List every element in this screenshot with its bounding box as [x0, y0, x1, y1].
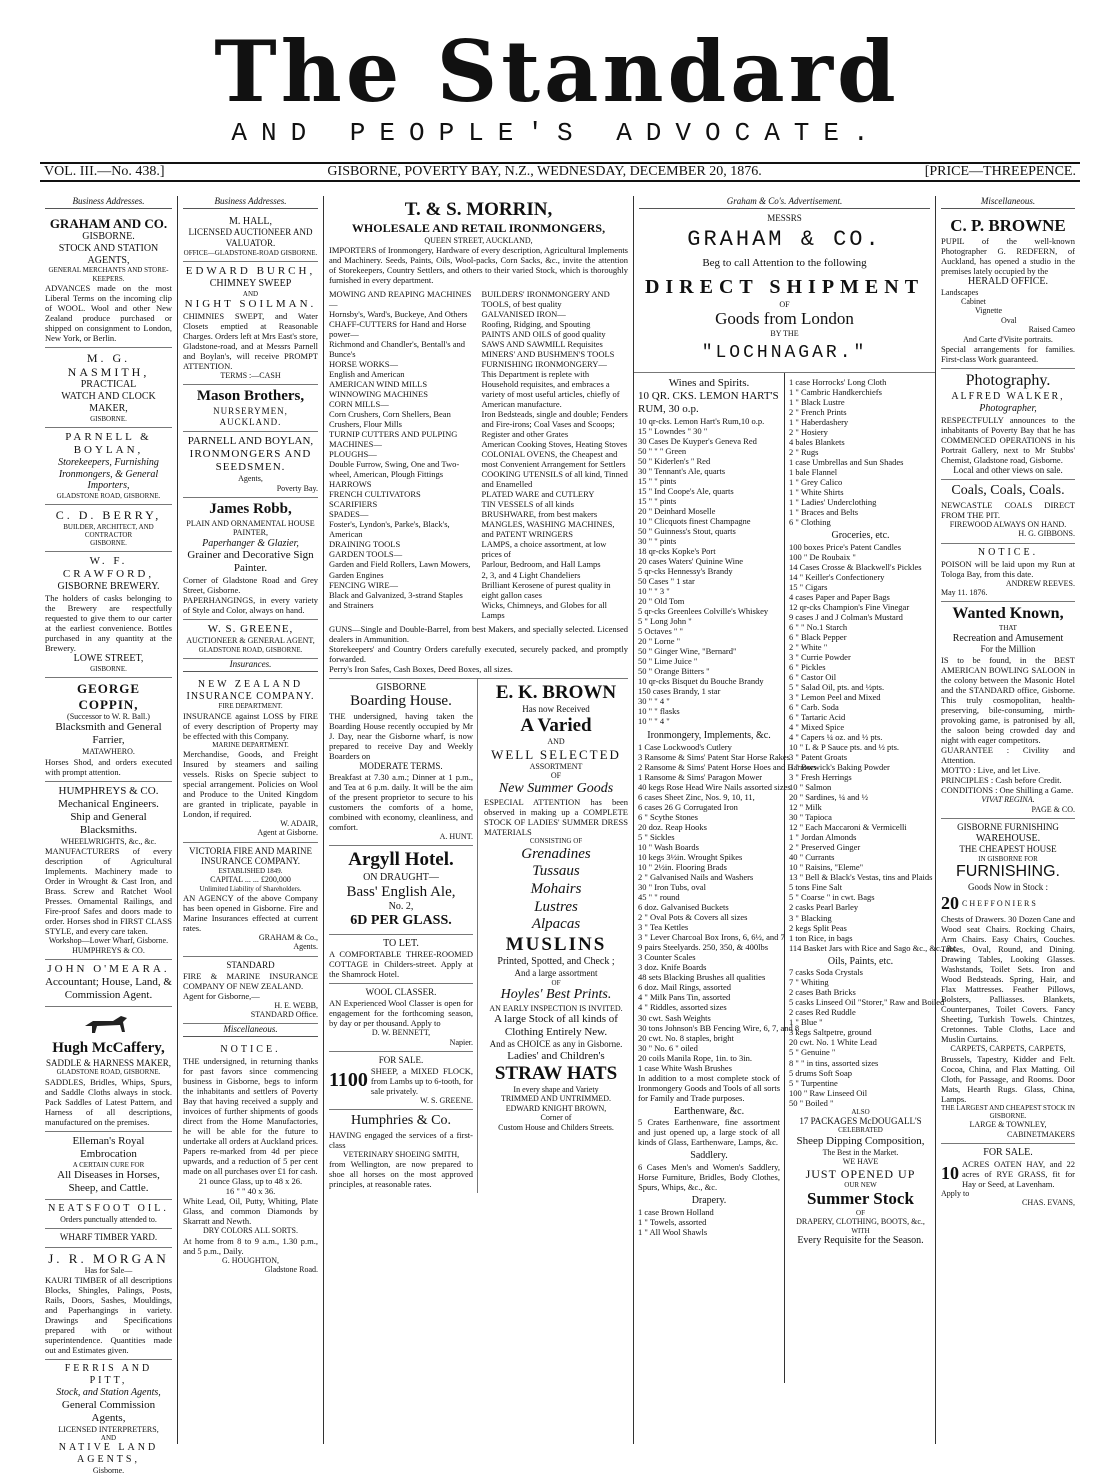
list-item: 6 " Carb. Soda: [789, 702, 839, 713]
ad-for-sale-sheep: FOR SALE. 1100 SHEEP, a MIXED FLOCK, from Lambs up to 6-tooth, for sale privately. W. S. GREENE.: [329, 1052, 473, 1110]
list-item: TURNIP CUTTERS AND PULPING MACHINES—: [329, 429, 458, 450]
list-item: 2 " Rugs: [789, 447, 819, 457]
list-item: 5 " Sickles: [638, 832, 675, 843]
list-item: 1 " Jordan Almonds: [789, 832, 857, 843]
list-item: 4 cases Paper and Paper Bags: [789, 592, 890, 602]
list-item: 30 cwt. Sash Weights: [638, 1012, 711, 1023]
dateline: [40, 162, 1080, 182]
list-item: HORSE WORKS—: [329, 359, 399, 370]
list-item: 3 " Blacking: [789, 912, 832, 923]
list-item: 15 " " pints: [638, 495, 677, 506]
list-item: 13 " Bell & Black's Vestas, tins and Plaids: [789, 872, 933, 883]
list-item: 30 " No. 6 " oiled: [638, 1042, 698, 1053]
ad-greene: W. S. GREENE, AUCTIONEER & GENERAL AGENT, GLADSTONE ROAD, GISBORNE.: [183, 620, 318, 659]
list-item: 5 " Genuine ": [789, 1047, 836, 1058]
list-item: 15 " Lowndes " 30 ": [638, 425, 708, 436]
list-item: 2 " Hosiery: [789, 426, 828, 437]
section-header: Miscellaneous.: [183, 1024, 318, 1037]
list-item: 50 " " " Green: [638, 445, 687, 456]
list-item: HARROWS: [329, 479, 372, 490]
list-item: BRUSHWARE, from best makers: [481, 509, 598, 520]
list-item: 30 " " 4 ": [638, 696, 670, 707]
ad-graham: GRAHAM AND CO. GISBORNE. STOCK AND STATION AGENTS, GENERAL MERCHANTS AND STORE-KEEPERS. ADVANCES made on the most Liberal Terms on the incoming clip of WOOL. Wool and other New Zealand produce purchased or shipped on consignment to London, New York, or Berlin.: [45, 213, 172, 348]
ad-omeara: JOHN O'MEARA. Accountant; House, Land, & Commission Agent.: [45, 960, 172, 1007]
list-item: 114 Basket Jars with Rice and Sago &c., &c., &c.: [789, 942, 959, 953]
list-item: SAWS AND SAWMILL Requisites: [481, 339, 603, 350]
list-item: English and American: [329, 369, 405, 380]
graham-title: GRAHAM & CO.: [687, 227, 882, 253]
list-item: 5 " Turpentine: [789, 1077, 838, 1088]
ad-to-let: TO LET. A COMFORTABLE THREE-ROOMED COTTAGE in Childers-street. Apply at the Shamrock Hotel.: [329, 935, 473, 985]
volume-number: VOL. III.—No. 438.]: [44, 164, 165, 179]
list-item: Black and Galvanized, 3-strand Staples and Strainers: [329, 589, 463, 610]
list-item: 3 Ransome & Sims' Patent Star Horse Rakes: [638, 752, 790, 763]
column-1: [40, 196, 178, 1476]
ad-nz-insurance: NEW ZEALAND INSURANCE COMPANY. FIRE DEPARTMENT. INSURANCE against LOSS by FIRE of every description of Property may be effected with this Company. MARINE DEPARTMENT. Merchandise, Goods, and Freight Insured by steamers and sailing vessels. Risks on Specie subject to special arrangement. Policies on Wool and Produce to the United Kingdom are granted in triplicate, payable in London, if required. W. ADAIR, Agent at Gisborne.: [183, 676, 318, 843]
ad-crawford: W. F. CRAWFORD, GISBORNE BREWERY. The holders of casks belonging to the Brewery are respectfully requested to give them to our carter at the earliest convenience. Bottles purchased in any quantity at the Brewery. LOWE STREET, GISBORNE.: [45, 552, 172, 678]
list-item: Lustres: [534, 898, 578, 915]
list-item: 18 qr-cks Kopke's Port: [638, 546, 716, 556]
section-header: Graham & Co's. Advertisement.: [639, 196, 930, 209]
list-item: 3 doz. Knife Boards: [638, 962, 707, 973]
ad-victoria-insurance: VICTORIA FIRE AND MARINE INSURANCE COMPANY. ESTABLISHED 1849. CAPITAL ... ... £200,000 Unlimited Liability of Shareholders. AN AGENCY of the above Company has been opened in Gisborne. Fire and Marine Insurances effected at current rates. GRAHAM & Co., Agents.: [183, 843, 318, 957]
ad-coppin: GEORGE COPPIN, (Successor to W. R. Ball.) Blacksmith and General Farrier, MATAWHERO. Horses Shod, and orders executed with prompt attention.: [45, 678, 172, 782]
list-item: 2 " White ": [789, 642, 828, 653]
list-item: 48 sets Blacking Brushes all qualities: [638, 972, 766, 983]
list-item: 5 tons Fine Salt: [789, 882, 843, 893]
ad-burch: EDWARD BURCH, CHIMNEY SWEEP AND NIGHT SOILMAN. CHIMNIES SWEPT, and Water Closets emptied at Reasonable Charges. Orders left at Mrs East's store, Gladstone-road, and at Messrs Parnell and Boylan's, will receive PROMPT ATTENTION. TERMS :—CASH: [183, 262, 318, 386]
list-item: TIN VESSELS of all kinds: [481, 499, 574, 510]
list-item: 6 cases Sheet Zinc, Nos. 9, 10, 11,: [638, 792, 755, 803]
list-item: 2 " Galvanised Nails and Washers: [638, 872, 754, 883]
ad-boarding-house: GISBORNE Boarding House. THE undersigned, having taken the Boarding House recently occupied by Mr J. Day, near the Gisborne wharf, is now prepared to receive Day and Weekly Boarders on MODERATE TERMS. Breakfast at 7.30 a.m.; Dinner at 1 p.m., and Tea at 6 p.m. daily. It will be the aim of the present proprietor to secure to his customers the comforts of a home, combined with economy, cleanliness, and comfort. A. HUNT.: [329, 679, 473, 847]
list-item: 40 " Currants: [789, 852, 835, 863]
list-item: 1 " White Shirts: [789, 487, 844, 498]
list-item: 20 cases Waters' Quinine Wine: [638, 556, 743, 567]
list-item: 40 kegs Rose Head Wire Nails assorted sizes: [638, 782, 791, 793]
column-2: [178, 196, 324, 1444]
ad-parnell: PARNELL & BOYLAN, Storekeepers, Furnishing Ironmongers, & General Importers, GLADSTONE ROAD, GISBORNE.: [45, 428, 172, 506]
list-item: 20 " Deinhard Moselle: [638, 505, 716, 516]
list-item: Hornsby's, Ward's, Buckeye, And Others: [329, 309, 468, 320]
list-item: 30 Cases De Kuyper's Geneva Red: [638, 435, 757, 446]
list-item: 10 " Clicquots finest Champagne: [638, 515, 751, 526]
section-header: Business Addresses.: [45, 196, 172, 209]
list-item: 3 " Patent Groats: [789, 752, 848, 763]
fabric-list: [484, 846, 628, 934]
list-item: 5 " Coarse " in cwt. Bags: [789, 892, 875, 903]
ad-furnishing: GISBORNE FURNISHING WAREHOUSE. THE CHEAPEST HOUSE IN GISBORNE FOR FURNISHING. Goods Now in Stock : 20 CHEFFONIERS Chests of Drawers. 30 Dozen Cane and Wood seat Chairs. Rocking Chairs, Arm Chairs. Easy Chairs, Couches. Tables, Oval, Round, and Dining. Drawing Tables, Looking Glasses. Washstands, Toilet Sets. Iron and Wood Bedsteads. Spring, Hair, and Flax Mattresses. Feather Pillows, Bolsters, Palliasses. Blankets, Counterpanes, Toilet Covers. Fancy Sheeting, Turkish Towels. Chintzes, Cretonnes. Table Cloths, Lace and Muslin Curtains. CARPETS, CARPETS, CARPETS, Brussels, Tapestry, Kidder and Felt. Cocoa, China, and Flax Matting. Oil Cloth, for Passage, and Rooms. Door Mats, Hearth Rugs. Glass, China, Lamps. THE LARGEST AND CHEAPEST STOCK IN GISBORNE. LARGE & TOWNLEY, CABINETMAKERS: [941, 819, 1075, 1144]
list-item: 15 " Cigars: [789, 581, 828, 592]
list-item: 14 Cases Crosse & Blackwell's Pickles: [789, 561, 922, 572]
list-item: 3 " Borwick's Baking Powder: [789, 762, 890, 773]
list-item: 50 " Ginger Wine, "Bernard": [638, 646, 737, 657]
list-item: COLONIAL OVENS, the Cheapest and most Convenient Arrangement for Settlers: [481, 449, 626, 470]
list-item: 5 " Salad Oil, pts. and ½pts.: [789, 682, 885, 693]
list-item: 3 " Lever Charcoal Box Irons, 6, 6½, and 7: [638, 932, 785, 943]
list-item: 1 Case Lockwood's Cutlery: [638, 742, 732, 753]
morrin-right-list: [482, 289, 629, 620]
list-item: 100 " De Roubaix ": [789, 551, 856, 562]
ad-coals: Coals, Coals, Coals. NEWCASTLE COALS DIRECT FROM THE PIT. FIREWOOD ALWAYS ON HAND. H. G. GIBBONS.: [941, 480, 1075, 543]
list-item: CHAFF-CUTTERS for Hand and Horse power—: [329, 319, 467, 340]
list-item: Foster's, Lyndon's, Parke's, Black's, American: [329, 519, 450, 540]
price: [PRICE—THREEPENCE.: [924, 164, 1076, 179]
list-item: 2 cases Red Ruddle: [789, 1007, 856, 1018]
ad-mccaffery: Hugh McCaffery, SADDLE & HARNESS MAKER, GLADSTONE ROAD, GISBORNE. SADDLES, Bridles, Whips, Spurs, and Saddle Cloths always in stock. Pack Saddles of Latest Pattern, and Harness of all descriptions, manufactured on the premises.: [45, 1007, 172, 1132]
list-item: 10 " 2½in. Flooring Brads: [638, 862, 727, 873]
list-item: 150 cases Brandy, 1 star: [638, 686, 721, 697]
list-item: 30 " Tennant's Ale, quarts: [638, 465, 726, 476]
list-item: 2 Ransome & Sims' Patent Horse Hoes and Harrows: [638, 762, 817, 773]
list-item: 1 " Grey Calico: [789, 477, 843, 488]
list-item: 50 Cases " 1 star: [638, 576, 695, 587]
list-item: 20 cwt. No. 1 White Lead: [789, 1037, 877, 1048]
list-item: PAINTS AND OILS of good quality: [481, 329, 606, 340]
ad-for-sale-hay: FOR SALE. 10 ACRES OATEN HAY, and 22 acres of RYE GRASS, fit for Hay or Seed, at Lavenham. Apply to CHAS. EVANS,: [941, 1147, 1075, 1208]
list-item: 1 " All Wool Shawls: [638, 1227, 708, 1238]
list-item: 6 cases 26 G Corrugated Iron: [638, 802, 738, 813]
ad-mason: Mason Brothers, NURSERYMEN, AUCKLAND.: [183, 385, 318, 432]
list-item: SPADES—: [329, 509, 369, 520]
list-item: 4 " Mixed Spice: [789, 722, 845, 733]
list-item: 1 " Braces and Belts: [789, 507, 859, 518]
list-item: 6 " Scythe Stones: [638, 812, 698, 823]
section-header: Insurances.: [183, 659, 318, 672]
list-item: 10 " Raisins, "Eleme": [789, 862, 864, 873]
ad-wool-classer: WOOL CLASSER. AN Experienced Wool Classer is open for engagement for the forthcoming season, by day or per thousand. Apply to D. W. BENNETT, Napier.: [329, 984, 473, 1052]
list-item: 7 " Whiting: [789, 977, 829, 988]
list-item: 3 kegs Saltpetre, ground: [789, 1027, 872, 1038]
list-item: 10 kegs 3½in. Wrought Spikes: [638, 852, 743, 863]
morrin-left-list: [329, 289, 476, 620]
column-3-left: [329, 679, 478, 1193]
section-header: Miscellaneous.: [941, 196, 1075, 209]
list-item: Iron Bedsteads, single and double; Fenders and Fire-irons; Coal Vases and Scoops; Register and other Grates: [481, 409, 628, 440]
horse-icon: [79, 1012, 139, 1038]
list-item: 1 case Horrocks' Long Cloth: [789, 376, 887, 387]
list-item: 3 Counter Scales: [638, 952, 696, 963]
list-item: 1 " Haberdashery: [789, 416, 849, 427]
list-item: American Cooking Stoves, Heating Stoves: [481, 439, 628, 450]
column-graham-ad: Graham & Co's. Advertisement. MESSRS GRAHAM & CO. Beg to call Attention to the following DIRECT SHIPMENT OF Goods from London BY THE "LOCHNAGAR." Wines and Spirits. 10 QR. CKS. LEMON HART'S RUM, 30 o.p. 10 qr-cks. Lemon Hart's Rum,10 o.p. 15 " Lowndes " 30 " 30 Cases De Kuyper's Geneva Red 50 " " " Green 50 " Kiderlen's " Red 30 " Tennant's Ale, quarts 15 " " pints 15 " Ind Coope's Ale, quarts 15 " " pints 20 " Deinhard Moselle 10 " Clicquots finest Champagne 50 " Guinness's Stout, quarts 30 " " pints 18 qr-cks Kopke's Port 20 cases Waters' Quinine Wine 5 qr-cks Hennessy's Brandy 50 Cases " 1 star 10 " " 3 " 20 " Old Tom 5 qr-cks Greenlees Colville's Whiskey 5 " Long John " 5 Octaves " " 20 " Lorne " 50 " Ginger Wine, "Bernard" 50 " Lime Juice " 50 " Orange Bitters " 10 qr-cks Bisquet du Bouche Brandy 150 cases Brandy, 1 star 30 " " 4 " 10 " " flasks 10 " " 4 " Ironmongery, Implements, &c. 1 Case Lockwood's Cutlery 3 Ransome & Sims' Patent Star Horse Rakes 2 Ransome & Sims' Patent Horse Hoes and Harrows 1 Ransome & Sims' Paragon Mower 40 kegs Rose Head Wire Nails assorted sizes 6 cases Sheet Zinc, Nos. 9, 10, 11, 6 cases 26 G Corrugated Iron 6 " Scythe Stones 20 doz. Reap Hooks 5 " Sickles 10 " Wash Boards 10 kegs 3½in. Wrought Spikes 10 " 2½in. Flooring Brads 2 " Galvanised Nails and Washers 30 " Iron Tubs, oval 45 " " round 6 doz. Galvanised Buckets 2 " Oval Pots & Covers all sizes 3 " Tea Kettles 3 " Lever Charcoal Box Irons, 6, 6½, and 7 9 pairs Steelyards. 250, 350, & 400lbs 3 Counter Scales 3 doz. Knife Boards 48 sets Blacking Brushes all qualities 6 doz. Mail Rings, assorted 4 " Milk Pans Tin, assorted 4 " Riddles, assorted sizes 30 cwt. Sash Weights 30 tons Johnson's BB Fencing Wire, 6, 7, and 8 20 cwt. No. 8 staples, bright 30 " No. 6 " oiled 20 coils Manila Rope, 1in. to 3in. 1 case White Wash Brushes In addition to a most complete stock of Ironmongery Goods and Tools of all sorts for Family and Trade purposes. Earthenware, &c. 5 Crates Earthenware, fine assortment and just opened up, a large stock of all kinds of Glass, Earthenware, Lamps, &c. Saddlery. 6 Cases Men's and Women's Saddlery, Horse Furniture, Bridles, Body Clothes, Spurs, Whips, &c., &c. Drapery. 1 case Brown Holland 1 " Towels, assorted 1 " All Wool Shawls 1 case Horrocks' Long Cloth 1 " Cambric Handkerchiefs 1 " Black Lustre 2 " French Prints 1 " Haberdashery 2 " Hosiery 4 bales Blankets 2 " Rugs 1 case Umbrellas and Sun Shades 1 bale Flannel 1 " Grey Calico 1 " White Shirts 1 " Ladies' Underclothing 1 " Braces and Belts 6 " Clothing Groceries, etc. 100 boxes Price's Patent Candles 100 " De Roubaix " 14 Cases Crosse & Blackwell's Pickles 14 " Keiller's Confectionery 15 " Cigars 4 cases Paper and Paper Bags 12 qr-cks Champion's Fine Vinegar 9 cases J and J Colman's Mustard 6 " " No.1 Starch 6 " Black Pepper 2 " White " 3 " Currie Powder 6 " Pickles 6 " Castor Oil 5 " Salad Oil, pts. and ½pts. 3 " Lemon Peel and Mixed 6 " Carb. Soda 6 " Tartaric Acid 4 " Mixed Spice 4 " Capers ¼ oz. and ½ pts. 10 " L & P Sauce pts. and ½ pts. 3 " Patent Groats 3 " Borwick's Baking Powder 3 " Fresh Herrings 10 " Salmon 20 " Sardines, ¼ and ½ 12 " Milk 30 " Tapioca 12 " Each Maccaroni & Vermicelli 1 " Jordan Almonds 2 " Preserved Ginger 40 " Currants 10 " Raisins, "Eleme" 13 " Bell & Black's Vestas, tins and Plaids 5 tons Fine Salt 5 " Coarse " in cwt. Bags 2 casks Pearl Barley 3 " Blacking 2 kegs Split Peas 1 ton Rice, in bags 114 Basket Jars with Rice and Sago &c., &c., &c. Oils, Paints, etc. 7 casks Soda Crystals 7 " Whiting 2 cases Bath Bricks 5 casks Linseed Oil "Storer," Raw and Boiled 2 cases Red Ruddle 1 " Blue " 3 kegs Saltpetre, ground 20 cwt. No. 1 White Lead 5 " Genuine " 8 " " in tins, assorted sizes 5 drums Soft Soap 5 " Turpentine 100 " Raw Linseed Oil 50 " Boiled " ALSO 17 PACKAGES McDOUGALL'S CELEBRATED Sheep Dipping Composition, The Best in the Market. WE HAVE JUST OPENED UP OUR NEW Summer Stock OF DRAPERY, CLOTHING, BOOTS, &c., WITH Every Requisite for the Season.: [634, 196, 936, 1444]
list-item: 5 " Long John ": [638, 616, 692, 627]
list-item: 1 case Umbrellas and Sun Shades: [789, 457, 904, 468]
list-item: 9 pairs Steelyards. 250, 350, & 400lbs: [638, 942, 769, 953]
list-item: 2 cases Bath Bricks: [789, 987, 856, 998]
list-item: 1 case White Wash Brushes: [638, 1062, 732, 1073]
list-item: 3 " Fresh Herrings: [789, 772, 852, 783]
list-item: 6 " Pickles: [789, 662, 826, 673]
list-item: GARDEN TOOLS—: [329, 549, 403, 560]
list-item: 7 casks Soda Crystals: [789, 967, 863, 978]
ad-parnell-boylan: PARNELL AND BOYLAN, IRONMONGERS AND SEEDSMEN. Agents, Poverty Bay.: [183, 432, 318, 498]
ad-photography: Photography. ALFRED WALKER, Photographer, RESPECTFULLY announces to the inhabitants of Poverty Bay that he has COMMENCED OPERATIONS in his Portrait Gallery, next to Mr Stubbs' Chemist, Gladstone road, Gisborne. Local and other views on sale.: [941, 369, 1075, 480]
list-item: 100 boxes Price's Patent Candles: [789, 541, 902, 552]
list-item: 20 " Sardines, ¼ and ½: [789, 792, 869, 803]
column-5: 1 case Horrocks' Long Cloth 1 " Cambric Handkerchiefs 1 " Black Lustre 2 " French Prints 1 " Haberdashery 2 " Hosiery 4 bales Blankets 2 " Rugs 1 case Umbrellas and Sun Shades 1 bale Flannel 1 " Grey Calico 1 " White Shirts 1 " Ladies' Underclothing 1 " Braces and Belts 6 " Clothing Groceries, etc. 100 boxes Price's Patent Candles 100 " De Roubaix " 14 Cases Crosse & Blackwell's Pickles 14 " Keiller's Confectionery 15 " Cigars 4 cases Paper and Paper Bags 12 qr-cks Champion's Fine Vinegar 9 cases J and J Colman's Mustard 6 " " No.1 Starch 6 " Black Pepper 2 " White " 3 " Currie Powder 6 " Pickles 6 " Castor Oil 5 " Salad Oil, pts. and ½pts. 3 " Lemon Peel and Mixed 6 " Carb. Soda 6 " Tartaric Acid 4 " Mixed Spice 4 " Capers ¼ oz. and ½ pts. 10 " L & P Sauce pts. and ½ pts. 3 " Patent Groats 3 " Borwick's Baking Powder 3 " Fresh Herrings 10 " Salmon 20 " Sardines, ¼ and ½ 12 " Milk 30 " Tapioca 12 " Each Maccaroni & Vermicelli 1 " Jordan Almonds 2 " Preserved Ginger 40 " Currants 10 " Raisins, "Eleme" 13 " Bell & Black's Vestas, tins and Plaids 5 tons Fine Salt 5 " Coarse " in cwt. Bags 2 casks Pearl Barley 3 " Blacking 2 kegs Split Peas 1 ton Rice, in bags 114 Basket Jars with Rice and Sago &c., &c., &c. Oils, Paints, etc. 7 casks Soda Crystals 7 " Whiting 2 cases Bath Bricks 5 casks Linseed Oil "Storer," Raw and Boiled 2 cases Red Ruddle 1 " Blue " 3 kegs Saltpetre, ground 20 cwt. No. 1 White Lead 5 " Genuine " 8 " " in tins, assorted sizes 5 drums Soft Soap 5 " Turpentine 100 " Raw Linseed Oil 50 " Boiled " ALSO 17 PACKAGES McDOUGALL'S CELEBRATED Sheep Dipping Composition, The Best in the Market. WE HAVE JUST OPENED UP OUR NEW Summer Stock OF DRAPERY, CLOTHING, BOOTS, &c., WITH Every Requisite for the Season.: [789, 376, 959, 1246]
list-item: MANGLES, WASHING MACHINES, and PATENT WRINGERS: [481, 519, 615, 540]
list-item: 2 " French Prints: [789, 406, 847, 417]
section-header: Business Addresses.: [183, 196, 318, 209]
list-item: FRENCH CULTIVATORS: [329, 489, 421, 500]
list-item: Brilliant Kerosene of purest quality in eight gallon cases: [481, 579, 611, 600]
list-item: FENCING WIRE—: [329, 579, 399, 590]
list-item: 1 " Towels, assorted: [638, 1217, 707, 1228]
list-item: Richmond and Chandler's, Bentall's and Bunce's: [329, 339, 465, 360]
list-item: 1 " Ladies' Underclothing: [789, 497, 877, 508]
ad-houghton-notice: NOTICE. THE undersigned, in returning thanks for past favors since commencing business in Gisborne, begs to inform the inhabitants and settlers of Poverty Bay that having received a supply and invoices of further shipments of goods direct from the Home Manufactories, he will be able for the future to undertake all orders at Auckland prices. Papers re-marked from 4d per piece upwards, and a reduction of 5 per cent made on all purchases over £1 for cash. 21 ounce Glass, up to 48 x 26. 16 " " 40 x 36. White Lead, Oil, Putty, Whiting, Plate Glass, and common Diamonds by Skarratt and Newth. DRY COLORS ALL SORTS. At home from 8 to 9 a.m., 1.30 p.m., and 5 p.m., Daily. G. HOUGHTON, Gladstone Road.: [183, 1044, 319, 1275]
list-item: 6 " " No.1 Starch: [789, 622, 848, 633]
list-item: 2 kegs Split Peas: [789, 922, 847, 933]
list-item: 10 " L & P Sauce pts. and ½ pts.: [789, 742, 900, 753]
list-item: 50 " Boiled ": [789, 1097, 834, 1108]
column-6: [936, 196, 1080, 1444]
ad-browne: C. P. BROWNE PUPIL of the well-known Photographer G. REDFERN, of Auckland, has opened a studio in the premises lately occupied by the HERALD OFFICE. Landscapes Cabinet Vignette Oval Raised Cameo And Carte d'Visite portraits. Special arrangements for families. First-class Work guaranteed.: [941, 213, 1075, 370]
list-item: Tussaus: [532, 863, 580, 880]
list-item: SCARIFIERS: [329, 499, 378, 510]
list-item: 12 " Each Maccaroni & Vermicelli: [789, 822, 907, 833]
list-item: 10 " " 4 ": [638, 716, 670, 727]
list-item: Corn Crushers, Corn Shellers, Bean Crushers, Flour Mills: [329, 409, 451, 430]
list-item: 1 " Cambric Handkerchiefs: [789, 386, 882, 397]
list-item: BUILDERS' IRONMONGERY AND TOOLS, of best quality: [481, 289, 610, 310]
list-item: 30 tons Johnson's BB Fencing Wire, 6, 7, and 8: [638, 1022, 800, 1033]
ad-humphreys: HUMPHREYS & CO. Mechanical Engineers. Ship and General Blacksmiths. WHEELWRIGHTS, &c., &c. MANUFACTURERS of every description of Agricultural Implements. Machinery made to Order in Wrought & Cast Iron, and Brass. Screw and Ratchet Wool Presses. Ornamental Railings, and Fire-proof Safes and doors made to order. Horses shod in FIRST CLASS STYLE, and every care taken. Workshop—Lower Wharf, Gisborne. HUMPHREYS & CO.: [45, 782, 172, 960]
list-item: AMERICAN WIND MILLS: [329, 379, 428, 390]
list-item: 3 " Currie Powder: [789, 652, 851, 663]
list-item: Wicks, Chimneys, and Globes for all Lamps: [481, 599, 607, 620]
column-3: [324, 196, 634, 1444]
list-item: 4 bales Blankets: [789, 436, 845, 447]
list-item: 6 doz. Mail Rings, assorted: [638, 982, 732, 993]
ad-nasmith: M. G. NASMITH, PRACTICAL WATCH AND CLOCK MAKER, GISBORNE.: [45, 348, 172, 428]
ad-berry: C. D. BERRY, BUILDER, ARCHITECT, AND CONTRACTOR GISBORNE.: [45, 505, 172, 552]
list-item: 5 qr-cks Hennessy's Brandy: [638, 566, 733, 577]
list-item: Double Furrow, Swing, One and Two-wheel, American, Plough Fittings: [329, 459, 460, 480]
list-item: 2, 3, and 4 Light Chandeliers: [481, 569, 581, 580]
list-item: FURNISHING IRONMONGERY—: [481, 359, 607, 370]
list-item: 1 " Black Lustre: [789, 396, 845, 407]
list-item: 6 doz. Galvanised Buckets: [638, 902, 729, 913]
list-item: WINNOWING MACHINES: [329, 389, 428, 400]
list-item: 10 qr-cks Bisquet du Bouche Brandy: [638, 676, 764, 687]
list-item: 20 doz. Reap Hooks: [638, 822, 707, 833]
list-item: 50 " Guinness's Stout, quarts: [638, 525, 736, 536]
ad-hall: M. HALL, LICENSED AUCTIONEER AND VALUATOR. OFFICE—GLADSTONE-ROAD GISBORNE.: [183, 213, 318, 262]
ad-humphries: Humphries & Co. HAVING engaged the services of a first-class VETERINARY SHOEING SMITH, from Wellington, are now prepared to shoe all horses on the most approved principles, at reasonable rates.: [329, 1113, 473, 1190]
list-item: 15 " Ind Coope's Ale, quarts: [638, 485, 734, 496]
ad-wharf: WHARF TIMBER YARD.: [45, 1229, 172, 1248]
list-item: 10 qr-cks. Lemon Hart's Rum,10 o.p.: [638, 415, 765, 426]
list-item: 50 " Lime Juice ": [638, 656, 698, 667]
list-item: 2 casks Pearl Barley: [789, 902, 859, 913]
ad-elleman: Elleman's Royal Embrocation A CERTAIN CURE FOR All Diseases in Horses, Sheep, and Cattle.: [45, 1132, 172, 1200]
list-item: 50 " Orange Bitters ": [638, 666, 710, 677]
list-item: 6 " Clothing: [789, 517, 831, 528]
columns: [40, 196, 1080, 1476]
list-item: 6 " Black Pepper: [789, 632, 847, 643]
list-item: 10 " Salmon: [789, 782, 832, 793]
list-item: Alpacas: [531, 916, 581, 933]
list-item: 9 cases J and J Colman's Mustard: [789, 612, 903, 623]
list-item: 10 " Wash Boards: [638, 842, 699, 853]
list-item: 5 drums Soft Soap: [789, 1067, 853, 1078]
ad-ferris: FERRIS AND PITT, Stock, and Station Agents, General Commission Agents, LICENSED INTERPRETERS, AND NATIVE LAND AGENTS, Gisborne.: [56, 1363, 161, 1476]
list-item: 15 " " pints: [638, 475, 677, 486]
list-item: 20 cwt. No. 8 staples, bright: [638, 1032, 734, 1043]
list-item: 45 " " round: [638, 892, 680, 903]
column-4: Wines and Spirits. 10 QR. CKS. LEMON HART'S RUM, 30 o.p. 10 qr-cks. Lemon Hart's Rum,10 o.p. 15 " Lowndes " 30 " 30 Cases De Kuyper's Geneva Red 50 " " " Green 50 " Kiderlen's " Red 30 " Tennant's Ale, quarts 15 " " pints 15 " Ind Coope's Ale, quarts 15 " " pints 20 " Deinhard Moselle 10 " Clicquots finest Champagne 50 " Guinness's Stout, quarts 30 " " pints 18 qr-cks Kopke's Port 20 cases Waters' Quinine Wine 5 qr-cks Hennessy's Brandy 50 Cases " 1 star 10 " " 3 " 20 " Old Tom 5 qr-cks Greenlees Colville's Whiskey 5 " Long John " 5 Octaves " " 20 " Lorne " 50 " Ginger Wine, "Bernard" 50 " Lime Juice " 50 " Orange Bitters " 10 qr-cks Bisquet du Bouche Brandy 150 cases Brandy, 1 star 30 " " 4 " 10 " " flasks 10 " " 4 " Ironmongery, Implements, &c. 1 Case Lockwood's Cutlery 3 Ransome & Sims' Patent Star Horse Rakes 2 Ransome & Sims' Patent Horse Hoes and Harrows 1 Ransome & Sims' Paragon Mower 40 kegs Rose Head Wire Nails assorted sizes 6 cases Sheet Zinc, Nos. 9, 10, 11, 6 cases 26 G Corrugated Iron 6 " Scythe Stones 20 doz. Reap Hooks 5 " Sickles 10 " Wash Boards 10 kegs 3½in. Wrought Spikes 10 " 2½in. Flooring Brads 2 " Galvanised Nails and Washers 30 " Iron Tubs, oval 45 " " round 6 doz. Galvanised Buckets 2 " Oval Pots & Covers all sizes 3 " Tea Kettles 3 " Lever Charcoal Box Irons, 6, 6½, and 7 9 pairs Steelyards. 250, 350, & 400lbs 3 Counter Scales 3 doz. Knife Boards 48 sets Blacking Brushes all qualities 6 doz. Mail Rings, assorted 4 " Milk Pans Tin, assorted 4 " Riddles, assorted sizes 30 cwt. Sash Weights 30 tons Johnson's BB Fencing Wire, 6, 7, and 8 20 cwt. No. 8 staples, bright 30 " No. 6 " oiled 20 coils Manila Rope, 1in. to 3in. 1 case White Wash Brushes In addition to a most complete stock of Ironmongery Goods and Tools of all sorts for Family and Trade purposes. Earthenware, &c. 5 Crates Earthenware, fine assortment and just opened up, a large stock of all kinds of Glass, Earthenware, Lamps, &c. Saddlery. 6 Cases Men's and Women's Saddlery, Horse Furniture, Bridles, Body Clothes, Spurs, Whips, &c., &c. Drapery. 1 case Brown Holland 1 " Towels, assorted 1 " All Wool Shawls: [634, 373, 785, 1383]
list-item: 1 " Blue ": [789, 1017, 823, 1028]
list-item: 1 case Brown Holland: [638, 1207, 714, 1218]
list-item: 5 casks Linseed Oil "Storer," Raw and Boiled: [789, 997, 945, 1008]
list-item: MOWING AND REAPING MACHINES—: [329, 289, 472, 310]
list-item: 6 " Tartaric Acid: [789, 712, 846, 723]
list-item: 2 " Oval Pots & Covers all sizes: [638, 912, 748, 923]
list-item: 30 " Tapioca: [789, 812, 832, 823]
ad-wanted-known: Wanted Known, THAT Recreation and Amusement For the Million IS to be found, in the BEST AMERICAN BOWLING SALOON in the colony between the Masonic Hotel and the STANDARD office, Gisborne. This truly cosmopolitan, health-preserving, bile-consuming, mirth-provoking game, is patronised by all, the saloon being crowded day and night with eager competitors. GUARANTEE : Civility and Attention. MOTTO : Live, and let Live. PRINCIPLES : Cash before Credit. CONDITIONS : One Shilling a Game. VIVAT REGINA. PAGE & CO.: [941, 602, 1075, 819]
column-3-right: [484, 679, 628, 1193]
list-item: 8 " " in tins, assorted sizes: [789, 1057, 879, 1068]
ad-morgan: J. R. MORGAN Has for Sale— KAURI TIMBER of all descriptions Blocks, Shingles, Palings, Posts, Rails, Doors, Sashes, Mouldings, and Paperhangings in variety. Drawings and Specifications prepared with or without superintendence. Quantities made out and Estimates given.: [45, 1248, 172, 1361]
list-item: Roofing, Ridging, and Spouting: [481, 319, 591, 330]
list-item: 1 Ransome & Sims' Paragon Mower: [638, 772, 763, 783]
list-item: 6 " Castor Oil: [789, 672, 837, 683]
list-item: 3 " Tea Kettles: [638, 922, 689, 933]
list-item: 2 " Preserved Ginger: [789, 842, 861, 853]
list-item: Grenadines: [521, 845, 591, 862]
list-item: 10 " " flasks: [638, 706, 680, 717]
list-item: 14 " Keiller's Confectionery: [789, 571, 885, 582]
list-item: PLOUGHS—: [329, 449, 377, 460]
list-item: 30 " " pints: [638, 535, 677, 546]
list-item: 3 " Lemon Peel and Mixed: [789, 692, 881, 703]
ad-ek-brown: E. K. BROWN Has now Received A Varied AND WELL SELECTED ASSORTMENT OF New Summer Goods ESPECIAL ATTENTION has been observed in making up a COMPLETE STOCK OF LADIES' SUMMER DRESS MATERIALS CONSISTING OF Grenadines Tussaus Mohairs Lustres Alpacas MUSLINS Printed, Spotted, and Check ; And a large assortment OF Hoyles' Best Prints. AN EARLY INSPECTION IS INVITED. A large Stock of all kinds of Clothing Entirely New. And as CHOICE as any in Gisborne. Ladies' and Children's STRAW HATS In every shape and Variety TRIMMED AND UNTRIMMED. EDWARD KNIGHT BROWN, Corner of Custom House and Childers Streets.: [484, 681, 628, 1132]
list-item: 30 " Iron Tubs, oval: [638, 882, 706, 893]
list-item: 100 " Raw Linseed Oil: [789, 1087, 868, 1098]
ad-standard-insurance: STANDARD FIRE & MARINE INSURANCE COMPANY OF NEW ZEALAND. Agent for Gisborne,— H. E. WEBB, STANDARD Office.: [183, 957, 318, 1025]
list-item: 4 " Milk Pans Tin, assorted: [638, 992, 731, 1003]
list-item: 20 coils Manila Rope, 1in. to 3in.: [638, 1052, 753, 1063]
list-item: 4 " Capers ¼ oz. and ½ pts.: [789, 732, 883, 743]
masthead: [0, 0, 1114, 165]
list-item: 5 qr-cks Greenlees Colville's Whiskey: [638, 606, 769, 617]
list-item: GALVANISED IRON—: [481, 309, 566, 320]
list-item: DRAINING TOOLS: [329, 539, 401, 550]
list-item: LAMPS, a choice assortment, at low prices of: [481, 539, 607, 560]
list-item: PLATED WARE and CUTLERY: [481, 489, 595, 500]
list-item: Mohairs: [530, 880, 582, 897]
list-item: Parlour, Bedroom, and Hall Lamps: [481, 559, 601, 570]
list-item: 5 Octaves " ": [638, 626, 683, 637]
list-item: 1 ton Rice, in bags: [789, 932, 853, 943]
list-item: 20 " Lorne ": [638, 636, 681, 647]
list-item: 4 " Riddles, assorted sizes: [638, 1002, 727, 1013]
list-item: COOKING UTENSILS of all kind, Tinned and Enamelled: [481, 469, 628, 490]
list-item: CORN MILLS—: [329, 399, 389, 410]
ad-robb: James Robb, PLAIN AND ORNAMENTAL HOUSE PAINTER, Paperhanger & Glazier, Grainer and Decorative Sign Painter. Corner of Gladstone Road and Grey Street, Gisborne. PAPERHANGINGS, in every variety of Style and Color, always on hand.: [183, 498, 318, 620]
list-item: 1 bale Flannel: [789, 467, 838, 478]
list-item: MINERS' AND BUSHMEN'S TOOLS: [481, 349, 615, 360]
list-item: 20 " Old Tom: [638, 596, 685, 607]
ad-poison-notice: NOTICE. POISON will be laid upon my Run at Tologa Bay, from this date. ANDREW REEVES. May 11. 1876.: [941, 544, 1075, 603]
masthead-title: The Standard: [214, 22, 900, 121]
ad-argyll-hotel: Argyll Hotel. ON DRAUGHT— Bass' English Ale, No. 2, 6D PER GLASS.: [329, 846, 473, 934]
list-item: Garden and Field Rollers, Lawn Mowers, Garden Engines: [329, 559, 471, 580]
list-item: 12 " Milk: [789, 802, 822, 813]
list-item: This Department is replete with Household requisites, and embraces a variety of most useful articles, chiefly of American manufacture.: [481, 369, 620, 410]
list-item: 50 " Kiderlen's " Red: [638, 455, 711, 466]
list-item: 10 " " 3 ": [638, 586, 670, 597]
ad-morrin: T. & S. MORRIN, WHOLESALE AND RETAIL IRONMONGERS, QUEEN STREET, AUCKLAND, IMPORTERS of Ironmongery, Hardware of every description, Agricultural Implements and Machinery. Seeds, Paints, Oils, Wool-packs, Corn Sacks, &c., invite the attention of Storekeepers, Country Settlers, and others to their varied Stock, which is thoroughly furnished in every department. MOWING AND REAPING MACHINES— Hornsby's, Ward's, Buckeye, And Others CHAFF-CUTTERS for Hand and Horse power— Richmond and Chandler's, Bentall's and Bunce's HORSE WORKS— English and American AMERICAN WIND MILLS WINNOWING MACHINES CORN MILLS— Corn Crushers, Corn Shellers, Bean Crushers, Flour Mills TURNIP CUTTERS AND PULPING MACHINES— PLOUGHS— Double Furrow, Swing, One and Two-wheel, American, Plough Fittings HARROWS FRENCH CULTIVATORS SCARIFIERS SPADES— Foster's, Lyndon's, Parke's, Black's, American DRAINING TOOLS GARDEN TOOLS— Garden and Field Rollers, Lawn Mowers, Garden Engines FENCING WIRE— Black and Galvanized, 3-strand Staples and Strainers BUILDERS' IRONMONGERY AND TOOLS, of best quality GALVANISED IRON— Roofing, Ridging, and Spouting PAINTS AND OILS of good quality SAWS AND SAWMILL Requisites MINERS' AND BUSHMEN'S TOOLS FURNISHING IRONMONGERY— This Department is replete with Household requisites, and embraces a variety of most useful articles, chiefly of American manufacture. Iron Bedsteads, single and double; Fenders and Fire-irons; Coal Vases and Scoops; Register and other Grates American Cooking Stoves, Heating Stoves COLONIAL OVENS, the Cheapest and most Convenient Arrangement for Settlers COOKING UTENSILS of all kind, Tinned and Enamelled PLATED WARE and CUTLERY TIN VESSELS of all kinds BRUSHWARE, from best makers MANGLES, WASHING MACHINES, and PATENT WRINGERS LAMPS, a choice assortment, at low prices of Parlour, Bedroom, and Hall Lamps 2, 3, and 4 Light Chandeliers Brilliant Kerosene of purest quality in eight gallon cases Wicks, Chimneys, and Globes for all Lamps GUNS—Single and Double-Barrel, from best Makers, and specially selected. Licensed dealers in Ammunition. Storekeepers' and Country Orders carefully executed, securely packed, and promptly forwarded. Perry's Iron Safes, Cash Boxes, Deed Boxes, all sizes.: [329, 196, 628, 679]
list-item: 12 qr-cks Champion's Fine Vinegar: [789, 602, 910, 613]
place-date: GISBORNE, POVERTY BAY, N.Z., WEDNESDAY, DECEMBER 20, 1876.: [327, 164, 762, 179]
masthead-subtitle: AND PEOPLE'S ADVOCATE.: [231, 118, 883, 148]
ad-neatsfoot: NEATSFOOT OIL. Orders punctually attended to.: [45, 1200, 172, 1229]
